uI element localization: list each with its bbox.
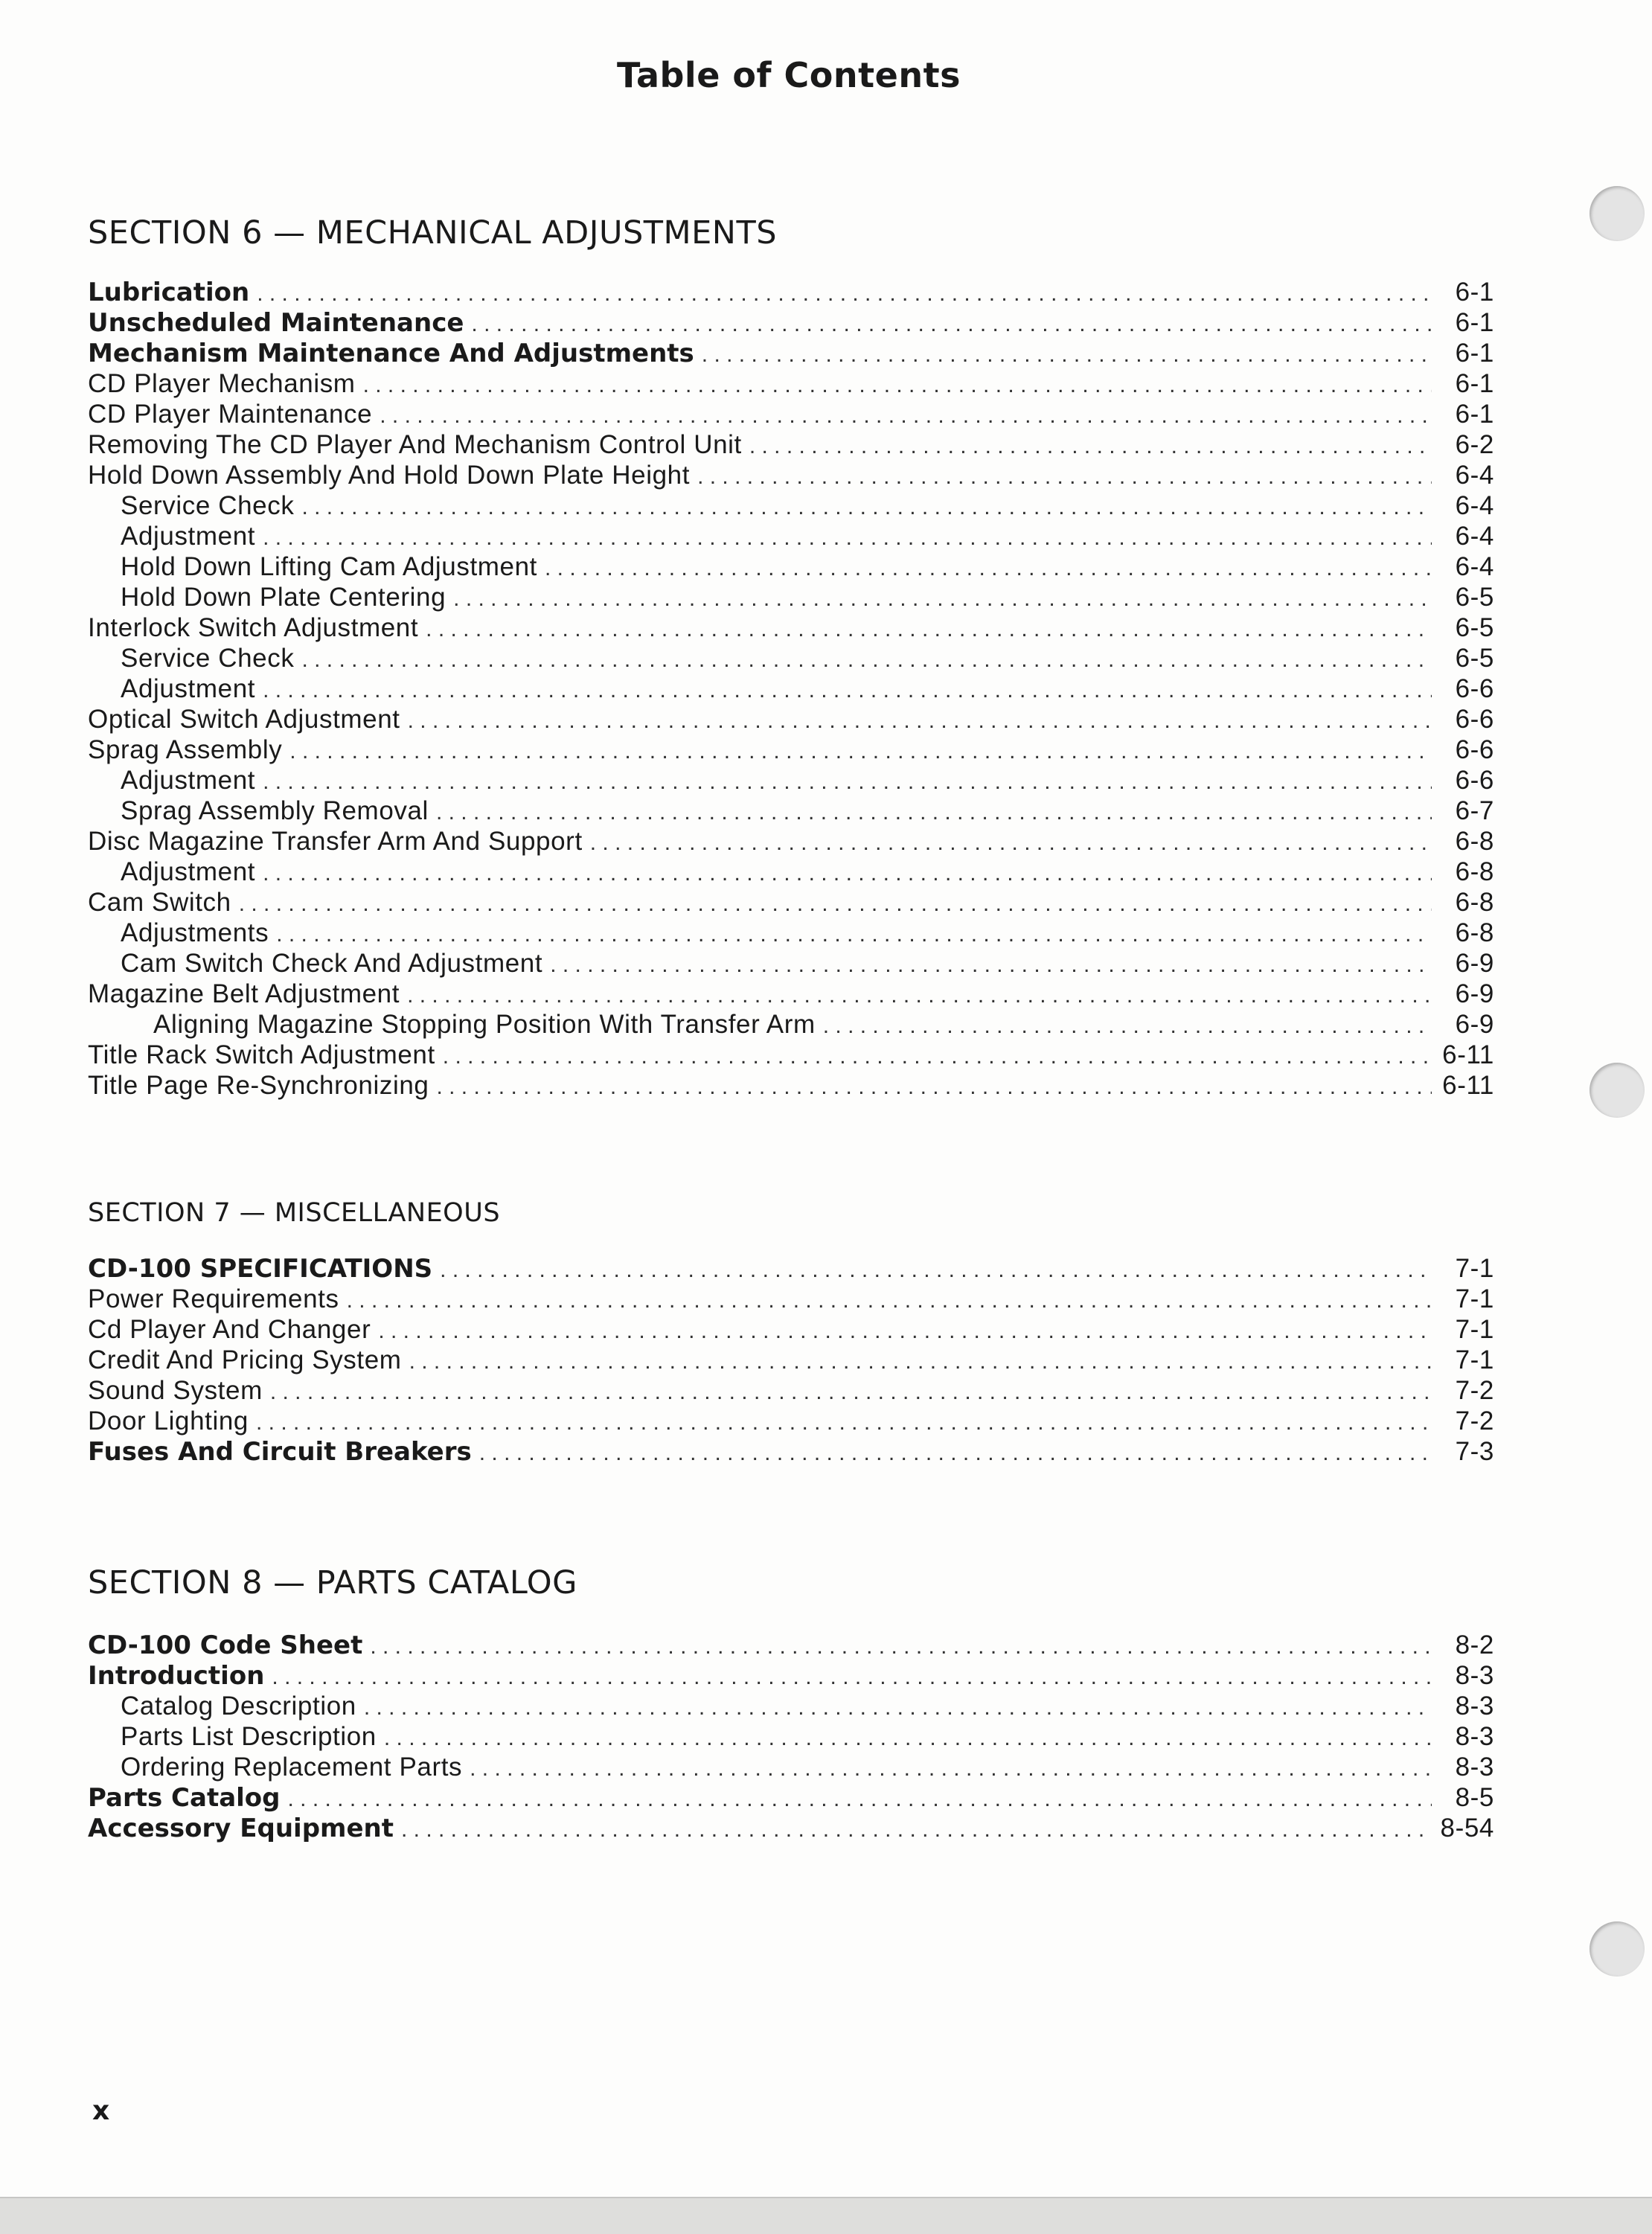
- toc-entry-page: 7-1: [1455, 1284, 1494, 1313]
- dot-leader: [288, 1784, 1432, 1814]
- toc-entry-page: 7-1: [1455, 1315, 1494, 1344]
- dot-leader: [697, 461, 1432, 492]
- toc-entry[interactable]: [88, 368, 1494, 399]
- toc-entry[interactable]: [88, 1040, 1494, 1070]
- dot-leader: [408, 705, 1432, 736]
- toc-entry-label: Parts Catalog: [88, 1783, 281, 1813]
- dot-leader: [378, 1316, 1432, 1346]
- toc-entry[interactable]: [88, 765, 1494, 796]
- toc-entry-label: Adjustment: [121, 857, 256, 886]
- toc-entry[interactable]: [88, 887, 1494, 918]
- dot-leader: [443, 1041, 1432, 1072]
- toc-entry[interactable]: [88, 1813, 1494, 1843]
- dot-leader: [545, 553, 1432, 583]
- toc-entry-list: [88, 277, 1494, 1101]
- toc-entry-label: Credit And Pricing System: [88, 1345, 402, 1374]
- toc-entry[interactable]: [88, 1253, 1494, 1284]
- toc-entry-label: Catalog Description: [121, 1691, 356, 1721]
- section-7: [88, 1198, 1494, 1467]
- dot-leader: [409, 1346, 1432, 1377]
- punch-hole: [1589, 1921, 1645, 1977]
- dot-leader: [364, 1692, 1432, 1723]
- dot-leader: [401, 1814, 1430, 1845]
- toc-entry[interactable]: [88, 796, 1494, 826]
- toc-entry-label: Door Lighting: [88, 1406, 249, 1436]
- dot-leader: [256, 1407, 1432, 1438]
- toc-entry-label: Cam Switch: [88, 888, 231, 917]
- toc-entry[interactable]: [88, 1436, 1494, 1467]
- dot-leader: [436, 797, 1432, 828]
- toc-entry-page: 6-4: [1455, 522, 1494, 551]
- section-heading: SECTION 7 — MISCELLANEOUS: [88, 1198, 501, 1228]
- page-title: Table of Contents: [617, 55, 961, 95]
- toc-entry[interactable]: [88, 1782, 1494, 1813]
- toc-entry-label: Aligning Magazine Stopping Position With Transfer Arm: [153, 1010, 816, 1039]
- dot-leader: [276, 919, 1432, 950]
- dot-leader: [263, 858, 1432, 889]
- toc-entry[interactable]: [88, 490, 1494, 521]
- dot-leader: [370, 1631, 1432, 1662]
- dot-leader: [384, 1723, 1432, 1753]
- toc-entry-page: 6-6: [1455, 766, 1494, 795]
- toc-entry[interactable]: [88, 918, 1494, 948]
- toc-entry[interactable]: [88, 1721, 1494, 1752]
- toc-entry[interactable]: [88, 979, 1494, 1009]
- toc-entry-label: Unscheduled Maintenance: [88, 308, 464, 338]
- toc-entry-label: Hold Down Plate Centering: [121, 583, 446, 612]
- dot-leader: [440, 1255, 1432, 1285]
- toc-entry[interactable]: [88, 734, 1494, 765]
- toc-entry-label: Removing The CD Player And Mechanism Control Unit: [88, 430, 742, 459]
- toc-entry-page: 6-4: [1455, 491, 1494, 520]
- toc-entry[interactable]: [88, 643, 1494, 673]
- toc-entry[interactable]: [88, 1660, 1494, 1691]
- dot-leader: [471, 309, 1432, 339]
- toc-entry-label: Accessory Equipment: [88, 1814, 394, 1843]
- toc-entry-list: [88, 1253, 1494, 1467]
- toc-entry-label: Cam Switch Check And Adjustment: [121, 949, 543, 978]
- dot-leader: [436, 1072, 1432, 1102]
- toc-entry-label: Sprag Assembly Removal: [121, 796, 429, 825]
- toc-entry-label: Ordering Replacement Parts: [121, 1753, 463, 1782]
- toc-entry-label: Service Check: [121, 491, 295, 520]
- toc-entry[interactable]: [88, 826, 1494, 857]
- dot-leader: [257, 278, 1432, 309]
- toc-entry-label: Parts List Description: [121, 1722, 377, 1751]
- toc-entry[interactable]: [88, 612, 1494, 643]
- section-heading: SECTION 8 — PARTS CATALOG: [88, 1564, 577, 1601]
- dot-leader: [270, 1377, 1432, 1407]
- toc-entry-label: Magazine Belt Adjustment: [88, 979, 400, 1008]
- toc-entry-label: CD Player Maintenance: [88, 400, 373, 429]
- toc-entry[interactable]: [88, 429, 1494, 460]
- toc-entry-label: CD Player Mechanism: [88, 369, 356, 398]
- toc-entry-label: Power Requirements: [88, 1284, 339, 1313]
- toc-entry-list: [88, 1630, 1494, 1843]
- toc-entry-page: 8-5: [1455, 1783, 1494, 1812]
- dot-leader: [363, 370, 1432, 400]
- toc-entry-label: Title Rack Switch Adjustment: [88, 1040, 435, 1069]
- toc-entry-page: 7-3: [1455, 1437, 1494, 1466]
- dot-leader: [470, 1753, 1432, 1784]
- dot-leader: [263, 522, 1432, 553]
- toc-entry[interactable]: [88, 277, 1494, 307]
- toc-entry[interactable]: [88, 1284, 1494, 1314]
- toc-entry[interactable]: [88, 338, 1494, 368]
- dot-leader: [301, 492, 1432, 522]
- toc-entry[interactable]: [88, 307, 1494, 338]
- dot-leader: [550, 950, 1432, 980]
- toc-entry-label: Lubrication: [88, 278, 250, 307]
- toc-entry-label: Adjustment: [121, 766, 256, 795]
- dot-leader: [453, 583, 1432, 614]
- toc-entry-page: 6-9: [1455, 979, 1494, 1008]
- toc-entry-page: 6-4: [1455, 461, 1494, 490]
- dot-leader: [347, 1285, 1432, 1316]
- toc-entry-label: Mechanism Maintenance And Adjustments: [88, 339, 694, 368]
- toc-entry-page: 6-8: [1455, 888, 1494, 917]
- page-number: x: [92, 2096, 110, 2126]
- toc-entry[interactable]: [88, 673, 1494, 704]
- toc-entry[interactable]: [88, 1630, 1494, 1660]
- toc-entry-page: 8-3: [1455, 1722, 1494, 1751]
- toc-entry-page: 6-5: [1455, 613, 1494, 642]
- toc-entry[interactable]: [88, 521, 1494, 551]
- toc-entry[interactable]: [88, 1752, 1494, 1782]
- toc-entry[interactable]: [88, 948, 1494, 979]
- section-6: [88, 214, 1494, 1101]
- toc-entry-page: 8-3: [1455, 1691, 1494, 1721]
- toc-entry-page: 6-11: [1442, 1040, 1494, 1069]
- toc-entry-page: 6-6: [1455, 705, 1494, 734]
- toc-entry-page: 6-6: [1455, 674, 1494, 703]
- punch-hole: [1589, 186, 1645, 241]
- toc-entry-label: Hold Down Assembly And Hold Down Plate Height: [88, 461, 691, 490]
- toc-entry[interactable]: [88, 1691, 1494, 1721]
- toc-entry-page: 6-1: [1455, 308, 1494, 337]
- toc-entry-label: Disc Magazine Transfer Arm And Support: [88, 827, 583, 856]
- toc-entry-page: 8-54: [1440, 1814, 1494, 1843]
- toc-entry-page: 8-2: [1455, 1630, 1494, 1660]
- scan-bottom-edge: [0, 2197, 1652, 2234]
- toc-entry-label: Hold Down Lifting Cam Adjustment: [121, 552, 538, 581]
- dot-leader: [289, 736, 1432, 766]
- dot-leader: [272, 1662, 1432, 1692]
- toc-entry-page: 6-1: [1455, 369, 1494, 398]
- dot-leader: [823, 1011, 1432, 1041]
- toc-entry-page: 6-9: [1455, 1010, 1494, 1039]
- toc-entry-page: 6-8: [1455, 827, 1494, 856]
- toc-entry-label: CD-100 SPECIFICATIONS: [88, 1254, 433, 1284]
- toc-entry-label: Cd Player And Changer: [88, 1315, 371, 1344]
- toc-entry-page: 6-4: [1455, 552, 1494, 581]
- toc-entry-page: 8-3: [1455, 1661, 1494, 1690]
- toc-entry-label: Sprag Assembly: [88, 735, 283, 764]
- toc-entry-page: 7-1: [1455, 1345, 1494, 1374]
- toc-entry[interactable]: [88, 1345, 1494, 1375]
- dot-leader: [407, 980, 1432, 1011]
- toc-entry[interactable]: [88, 399, 1494, 429]
- dot-leader: [263, 675, 1432, 705]
- dot-leader: [749, 431, 1432, 461]
- toc-entry-page: 6-1: [1455, 339, 1494, 368]
- toc-entry-label: Sound System: [88, 1376, 263, 1405]
- toc-entry-page: 6-1: [1455, 278, 1494, 307]
- dot-leader: [263, 766, 1432, 797]
- toc-entry[interactable]: [88, 582, 1494, 612]
- toc-entry[interactable]: [88, 857, 1494, 887]
- dot-leader: [239, 889, 1432, 919]
- toc-entry-page: 6-5: [1455, 644, 1494, 673]
- toc-entry[interactable]: [88, 704, 1494, 734]
- toc-entry-page: 6-6: [1455, 735, 1494, 764]
- toc-entry-page: 6-8: [1455, 918, 1494, 947]
- toc-entry[interactable]: [88, 1314, 1494, 1345]
- toc-entry-label: Interlock Switch Adjustment: [88, 613, 419, 642]
- dot-leader: [301, 644, 1432, 675]
- section-heading: SECTION 6 — MECHANICAL ADJUSTMENTS: [88, 214, 778, 252]
- toc-entry-page: 6-5: [1455, 583, 1494, 612]
- toc-entry-page: 7-1: [1455, 1254, 1494, 1283]
- toc-entry[interactable]: [88, 1009, 1494, 1040]
- toc-entry-label: CD-100 Code Sheet: [88, 1630, 363, 1660]
- toc-entry-page: 7-2: [1455, 1376, 1494, 1405]
- toc-entry-page: 7-2: [1455, 1406, 1494, 1436]
- toc-entry[interactable]: [88, 551, 1494, 582]
- toc-entry-label: Title Page Re-Synchronizing: [88, 1071, 429, 1100]
- toc-entry-label: Service Check: [121, 644, 295, 673]
- toc-entry-label: Introduction: [88, 1661, 265, 1691]
- toc-entry-page: 6-1: [1455, 400, 1494, 429]
- toc-entry[interactable]: [88, 460, 1494, 490]
- section-8: [88, 1564, 1494, 1843]
- dot-leader: [590, 828, 1432, 858]
- toc-entry-label: Adjustments: [121, 918, 269, 947]
- toc-entry-page: 8-3: [1455, 1753, 1494, 1782]
- toc-entry-label: Fuses And Circuit Breakers: [88, 1437, 472, 1467]
- toc-entry-label: Adjustment: [121, 674, 256, 703]
- toc-entry[interactable]: [88, 1406, 1494, 1436]
- toc-entry-page: 6-7: [1455, 796, 1494, 825]
- dot-leader: [426, 614, 1432, 644]
- toc-entry-page: 6-8: [1455, 857, 1494, 886]
- punch-hole: [1589, 1063, 1645, 1118]
- dot-leader: [479, 1438, 1432, 1468]
- toc-entry-label: Optical Switch Adjustment: [88, 705, 400, 734]
- toc-entry-page: 6-2: [1455, 430, 1494, 459]
- toc-entry[interactable]: [88, 1375, 1494, 1406]
- dot-leader: [380, 400, 1432, 431]
- toc-entry-page: 6-9: [1455, 949, 1494, 978]
- toc-entry-page: 6-11: [1442, 1071, 1494, 1100]
- toc-entry-label: Adjustment: [121, 522, 256, 551]
- dot-leader: [702, 339, 1432, 370]
- toc-entry[interactable]: [88, 1070, 1494, 1101]
